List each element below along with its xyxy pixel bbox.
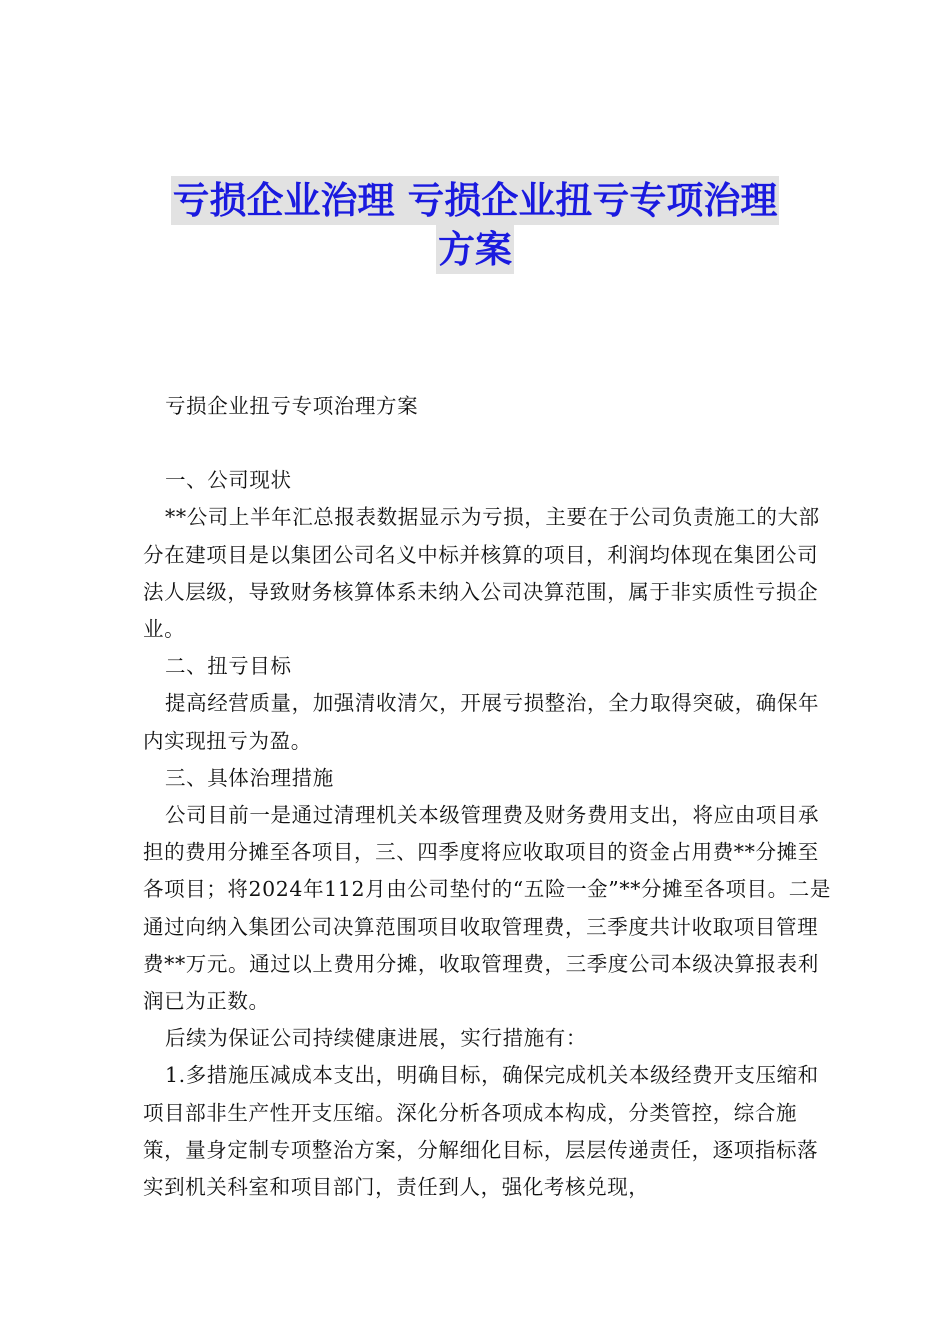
- section-heading-measures: 三、具体治理措施: [165, 765, 334, 790]
- section-paragraph: 后续为保证公司持续健康进展，实行措施有：: [165, 1026, 587, 1051]
- document-title: [0, 176, 950, 274]
- section-paragraph: 1.多措施压减成本支出，明确目标，确保完成机关本级经费开支压缩和项目部非生产性开支压缩。深化分析各项成本构成，分类管控，综合施策，量身定制专项整治方案，分解细化目标，层层传递责任，逐项指标落实到机关科室和项目部门，责任到人，强化考核兑现，: [143, 1063, 819, 1200]
- title-line-2: 方案: [436, 225, 514, 274]
- section-paragraph: 公司目前一是通过清理机关本级管理费及财务费用支出，将应由项目承担的费用分摊至各项目，三、四季度将应收取项目的资金占用费**分摊至各项目；将2024年112月由公司垫付的“五险一金”**分摊至各项目。二是通过向纳入集团公司决算范围项目收取管理费，三季度共计收取项目管理费**万元。通过以上费用分摊，收取管理费，三季度公司本级决算报表利润已为正数。: [143, 803, 831, 1014]
- section-paragraph: 提高经营质量，加强清收清欠，开展亏损整治，全力取得突破，确保年内实现扭亏为盈。: [143, 691, 820, 753]
- title-line-1: 亏损企业治理 亏损企业扭亏专项治理: [171, 176, 780, 225]
- section-paragraph: **公司上半年汇总报表数据显示为亏损，主要在于公司负责施工的大部分在建项目是以集团公司名义中标并核算的项目，利润均体现在集团公司法人层级，导致财务核算体系未纳入公司决算范围，属于非实质性亏损企业。: [143, 505, 820, 642]
- section-heading-target: 二、扭亏目标: [165, 654, 292, 679]
- document-subtitle: 亏损企业扭亏专项治理方案: [165, 394, 419, 418]
- document-body: [143, 388, 833, 1206]
- section-heading-status: 一、公司现状: [165, 468, 292, 493]
